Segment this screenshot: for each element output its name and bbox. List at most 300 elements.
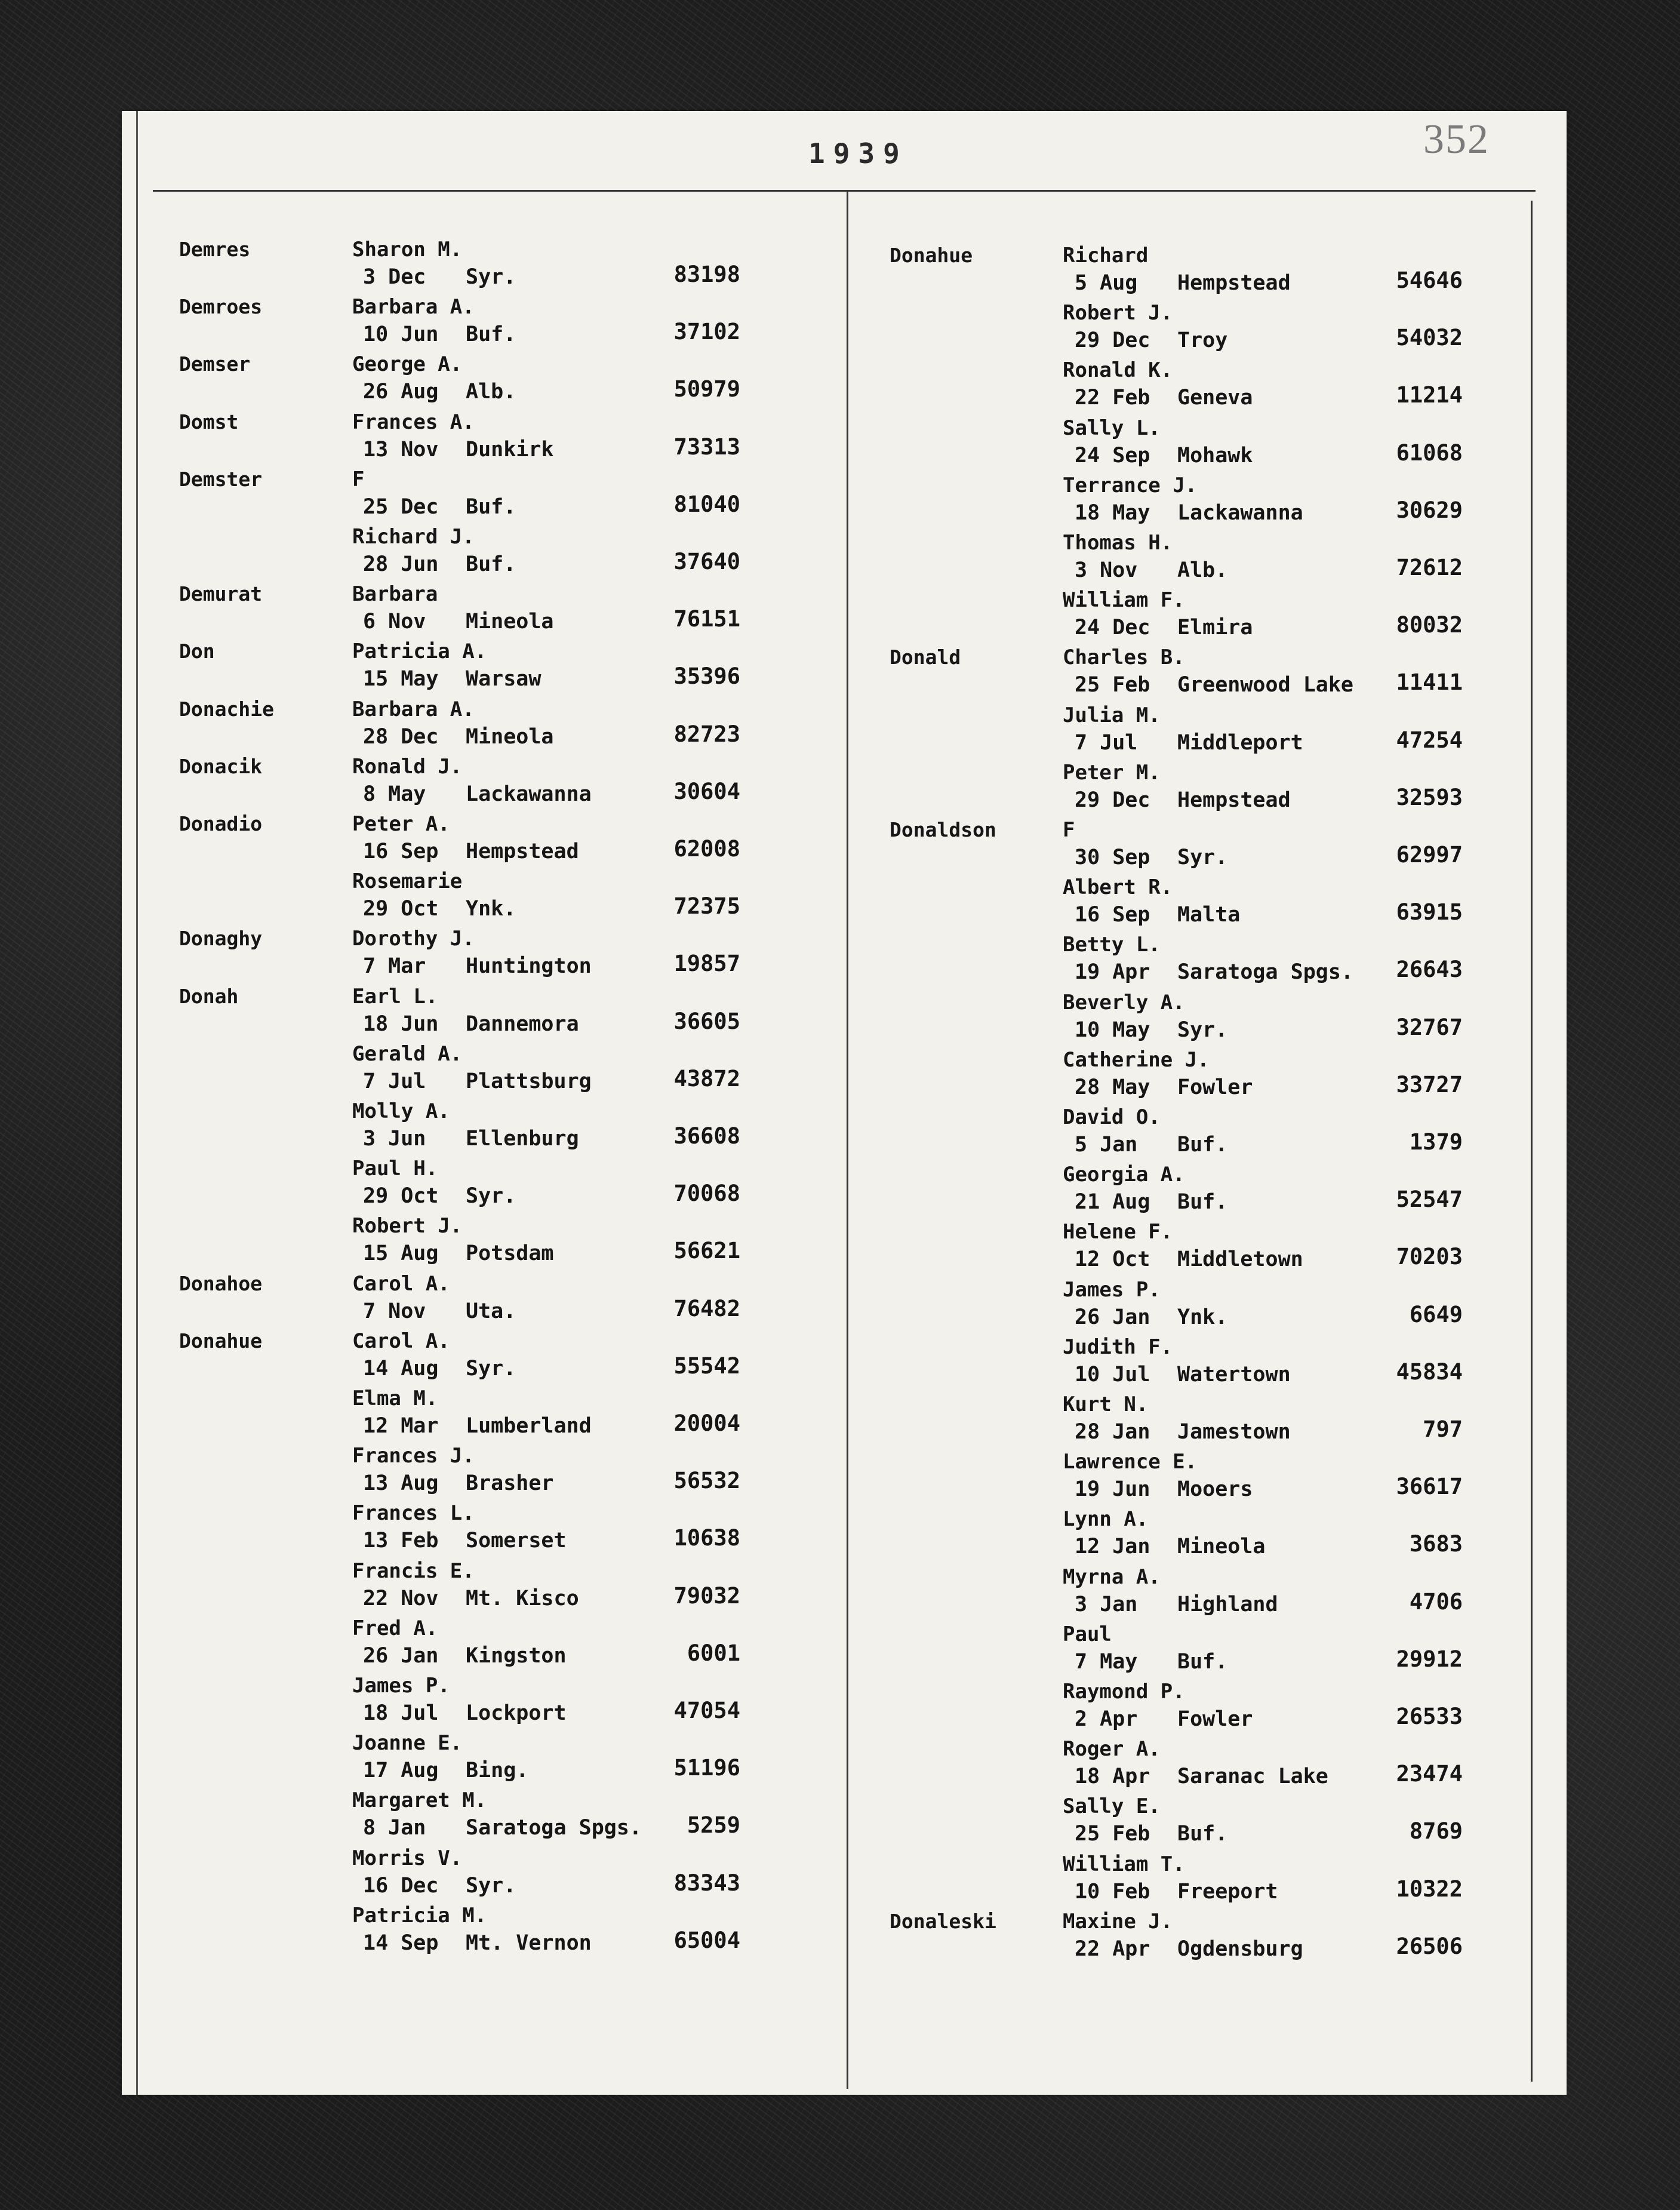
entry-place: Buf. bbox=[1177, 1133, 1228, 1157]
entry-date: 3 Nov bbox=[1075, 558, 1138, 582]
entry-surname: Donadio bbox=[179, 812, 263, 835]
entry-place: Malta bbox=[1177, 903, 1241, 927]
entry-given-name: Roger A. bbox=[1063, 1737, 1161, 1762]
register-entry bbox=[179, 1214, 866, 1271]
register-entry bbox=[890, 301, 1576, 358]
entry-date: 16 Sep bbox=[363, 840, 439, 863]
entry-place: Ellenburg bbox=[466, 1127, 579, 1151]
entry-given-name: Peter A. bbox=[352, 812, 450, 836]
entry-given-name: Julia M. bbox=[1063, 703, 1161, 727]
register-entry bbox=[890, 358, 1576, 416]
entry-given-name: F bbox=[1063, 818, 1075, 842]
entry-place: Fowler bbox=[1177, 1075, 1253, 1099]
entry-place: Troy bbox=[1177, 328, 1228, 353]
entry-certificate-number: 54032 bbox=[1396, 325, 1463, 351]
entry-given-name: Barbara bbox=[352, 582, 438, 607]
entry-date: 25 Dec bbox=[363, 494, 439, 519]
entry-surname: Don bbox=[179, 640, 215, 663]
entry-place: Brasher bbox=[466, 1471, 554, 1496]
entry-certificate-number: 45834 bbox=[1396, 1358, 1463, 1385]
entry-certificate-number: 29912 bbox=[1396, 1646, 1463, 1672]
register-entry bbox=[179, 640, 866, 697]
entry-date: 15 May bbox=[363, 667, 439, 691]
entry-place: Syr. bbox=[466, 265, 516, 289]
entry-place: Mooers bbox=[1177, 1477, 1253, 1502]
entry-date: 19 Jun bbox=[1075, 1477, 1150, 1502]
entry-given-name: Sally E. bbox=[1063, 1794, 1161, 1819]
entry-certificate-number: 26506 bbox=[1396, 1933, 1463, 1959]
register-entry bbox=[179, 1444, 866, 1501]
entry-surname: Demster bbox=[179, 467, 263, 491]
entry-surname: Donaghy bbox=[179, 927, 263, 951]
entry-date: 18 May bbox=[1075, 500, 1150, 525]
entry-date: 8 May bbox=[363, 782, 426, 806]
entry-certificate-number: 8769 bbox=[1409, 1818, 1463, 1845]
register-entry bbox=[890, 1794, 1576, 1852]
entry-place: Mineola bbox=[1177, 1535, 1266, 1559]
register-entry bbox=[179, 1674, 866, 1731]
register-entry bbox=[179, 1387, 866, 1444]
register-entry bbox=[890, 1335, 1576, 1393]
register-entry bbox=[890, 244, 1576, 301]
register-entry bbox=[890, 1048, 1576, 1105]
entry-certificate-number: 5259 bbox=[687, 1812, 740, 1839]
entry-date: 12 Jan bbox=[1075, 1535, 1150, 1559]
entry-date: 18 Apr bbox=[1075, 1765, 1150, 1789]
entry-given-name: Maxine J. bbox=[1063, 1909, 1173, 1934]
register-entry bbox=[179, 1904, 866, 1961]
entry-certificate-number: 56621 bbox=[673, 1238, 740, 1264]
entry-date: 10 Jun bbox=[363, 322, 439, 347]
entry-certificate-number: 10638 bbox=[673, 1525, 740, 1551]
entry-date: 3 Jun bbox=[363, 1127, 426, 1151]
entry-certificate-number: 6001 bbox=[687, 1640, 740, 1666]
entry-surname: Donald bbox=[890, 646, 961, 669]
entry-date: 5 Aug bbox=[1075, 271, 1138, 295]
entry-certificate-number: 32593 bbox=[1396, 784, 1463, 810]
entry-date: 14 Aug bbox=[363, 1356, 439, 1381]
entry-surname: Demser bbox=[179, 352, 251, 376]
entry-date: 28 Jun bbox=[363, 552, 439, 576]
entry-date: 29 Dec bbox=[1075, 328, 1150, 353]
entry-certificate-number: 43872 bbox=[673, 1065, 740, 1092]
register-entry bbox=[890, 1450, 1576, 1507]
register-entry bbox=[179, 697, 866, 755]
entry-given-name: Patricia A. bbox=[352, 640, 487, 664]
entry-date: 7 Jul bbox=[363, 1069, 426, 1093]
entry-certificate-number: 54646 bbox=[1396, 268, 1463, 293]
entry-given-name: Kurt N. bbox=[1063, 1393, 1149, 1416]
entry-certificate-number: 80032 bbox=[1396, 612, 1463, 638]
header-rule bbox=[153, 190, 1536, 192]
entry-place: Mineola bbox=[466, 724, 554, 749]
entry-place: Syr. bbox=[466, 1356, 516, 1381]
entry-certificate-number: 81040 bbox=[673, 491, 740, 517]
entry-surname: Donah bbox=[179, 984, 239, 1008]
entry-certificate-number: 36608 bbox=[673, 1123, 740, 1149]
entry-given-name: Robert J. bbox=[352, 1214, 463, 1238]
entry-date: 29 Oct bbox=[363, 897, 439, 921]
entry-date: 2 Apr bbox=[1075, 1707, 1138, 1731]
register-entry bbox=[890, 703, 1576, 761]
entry-given-name: Myrna A. bbox=[1063, 1564, 1161, 1589]
register-entry bbox=[890, 1105, 1576, 1163]
entry-place: Hempstead bbox=[1177, 271, 1291, 295]
entry-given-name: Margaret M. bbox=[352, 1788, 487, 1813]
entry-given-name: Judith F. bbox=[1063, 1335, 1173, 1359]
register-entry bbox=[179, 985, 866, 1042]
register-entry bbox=[179, 238, 866, 295]
entry-given-name: Sally L. bbox=[1063, 416, 1161, 440]
entry-certificate-number: 35396 bbox=[673, 663, 740, 690]
entry-given-name: Carol A. bbox=[352, 1271, 450, 1296]
entry-place: Ynk. bbox=[466, 897, 516, 921]
register-entry bbox=[890, 1737, 1576, 1794]
entry-place: Buf. bbox=[1177, 1822, 1228, 1846]
register-entry bbox=[179, 525, 866, 582]
entry-place: Lumberland bbox=[466, 1414, 592, 1438]
entry-surname: Domst bbox=[179, 410, 239, 434]
register-entry bbox=[179, 755, 866, 812]
register-entry bbox=[890, 1507, 1576, 1564]
entry-given-name: Fred A. bbox=[352, 1616, 438, 1640]
entry-certificate-number: 72612 bbox=[1396, 555, 1463, 580]
entry-certificate-number: 26533 bbox=[1396, 1704, 1463, 1729]
entry-place: Freeport bbox=[1177, 1879, 1278, 1904]
page-number: 352 bbox=[1423, 116, 1490, 162]
entry-given-name: Betty L. bbox=[1063, 933, 1161, 957]
entry-certificate-number: 11214 bbox=[1396, 382, 1463, 408]
entry-place: Mineola bbox=[466, 610, 554, 634]
entry-given-name: Thomas H. bbox=[1063, 531, 1173, 555]
entry-surname: Donacik bbox=[179, 754, 263, 778]
entry-place: Dunkirk bbox=[466, 437, 554, 462]
entry-place: Saratoga Spgs. bbox=[1177, 960, 1354, 985]
entry-given-name: Ronald K. bbox=[1063, 358, 1173, 383]
entry-given-name: Earl L. bbox=[352, 984, 438, 1009]
entry-certificate-number: 51196 bbox=[673, 1755, 740, 1781]
entry-place: Buf. bbox=[1177, 1649, 1228, 1674]
entry-given-name: James P. bbox=[1063, 1277, 1161, 1302]
entry-date: 16 Dec bbox=[363, 1873, 439, 1898]
entry-place: Buf. bbox=[466, 552, 516, 576]
register-entry bbox=[890, 761, 1576, 818]
entry-certificate-number: 11411 bbox=[1396, 669, 1463, 696]
entry-place: Ogdensburg bbox=[1177, 1937, 1303, 1961]
entry-date: 14 Sep bbox=[363, 1931, 439, 1955]
entry-certificate-number: 56532 bbox=[673, 1468, 740, 1494]
register-entry bbox=[890, 1852, 1576, 1910]
entry-given-name: Carol A. bbox=[352, 1329, 450, 1353]
entry-given-name: William F. bbox=[1063, 588, 1185, 613]
register-entry bbox=[179, 1272, 866, 1329]
entry-place: Greenwood Lake bbox=[1177, 673, 1354, 697]
entry-date: 10 Jul bbox=[1075, 1362, 1150, 1387]
page-year: 1939 bbox=[808, 137, 908, 170]
entry-given-name: Barbara A. bbox=[352, 295, 475, 319]
entry-given-name: Catherine J. bbox=[1063, 1047, 1210, 1072]
entry-certificate-number: 82723 bbox=[673, 721, 740, 747]
entry-place: Syr. bbox=[1177, 846, 1228, 869]
register-entry bbox=[179, 869, 866, 927]
register-entry bbox=[179, 352, 866, 410]
entry-certificate-number: 23474 bbox=[1396, 1761, 1463, 1787]
register-entry bbox=[179, 582, 866, 640]
entry-place: Warsaw bbox=[466, 667, 541, 691]
entry-certificate-number: 50979 bbox=[673, 376, 740, 402]
entry-date: 18 Jun bbox=[363, 1012, 439, 1036]
register-entry bbox=[179, 1788, 866, 1846]
entry-place: Elmira bbox=[1177, 616, 1253, 640]
entry-certificate-number: 61068 bbox=[1396, 439, 1463, 466]
entry-given-name: Lawrence E. bbox=[1063, 1450, 1198, 1474]
entry-place: Watertown bbox=[1177, 1362, 1291, 1387]
entry-given-name: Molly A. bbox=[352, 1099, 450, 1123]
entry-given-name: Patricia M. bbox=[352, 1903, 487, 1928]
entry-given-name: Lynn A. bbox=[1063, 1507, 1149, 1532]
entry-certificate-number: 1379 bbox=[1409, 1129, 1463, 1155]
entry-place: Plattsburg bbox=[466, 1069, 592, 1093]
entry-place: Mt. Vernon bbox=[466, 1931, 592, 1955]
entry-given-name: Peter M. bbox=[1063, 760, 1161, 785]
entry-given-name: James P. bbox=[352, 1674, 450, 1698]
register-entry bbox=[890, 1393, 1576, 1450]
entry-date: 10 May bbox=[1075, 1018, 1150, 1042]
entry-place: Middletown bbox=[1177, 1247, 1303, 1272]
entry-date: 15 Aug bbox=[363, 1241, 439, 1266]
entry-place: Syr. bbox=[1177, 1018, 1228, 1042]
entry-certificate-number: 47254 bbox=[1396, 727, 1463, 753]
entry-date: 7 Nov bbox=[363, 1299, 426, 1323]
entry-certificate-number: 83343 bbox=[673, 1870, 740, 1896]
entry-given-name: Barbara A. bbox=[352, 697, 475, 721]
register-entry bbox=[179, 1042, 866, 1099]
entry-certificate-number: 76482 bbox=[673, 1295, 740, 1321]
entry-certificate-number: 76151 bbox=[673, 606, 740, 632]
entry-given-name: Elma M. bbox=[352, 1387, 438, 1410]
entry-date: 18 Jul bbox=[363, 1701, 439, 1725]
entry-certificate-number: 32767 bbox=[1396, 1014, 1463, 1040]
entry-certificate-number: 20004 bbox=[673, 1410, 740, 1436]
entry-given-name: Frances L. bbox=[352, 1501, 475, 1526]
register-entry bbox=[179, 927, 866, 984]
register-entry bbox=[890, 1910, 1576, 1967]
entry-given-name: Rosemarie bbox=[352, 869, 463, 894]
entry-certificate-number: 36617 bbox=[1396, 1474, 1463, 1500]
entry-date: 28 Jan bbox=[1075, 1420, 1150, 1444]
entry-certificate-number: 79032 bbox=[673, 1582, 740, 1609]
entry-place: Highland bbox=[1177, 1592, 1278, 1616]
entry-date: 22 Apr bbox=[1075, 1937, 1150, 1961]
entry-given-name: Beverly A. bbox=[1063, 990, 1185, 1015]
entry-certificate-number: 6649 bbox=[1409, 1301, 1463, 1327]
entry-given-name: Richard bbox=[1063, 244, 1149, 268]
entry-place: Mt. Kisco bbox=[466, 1586, 579, 1610]
entry-surname: Donaldson bbox=[890, 818, 996, 841]
register-entry bbox=[890, 1220, 1576, 1277]
entry-date: 22 Feb bbox=[1075, 386, 1150, 410]
entry-date: 30 Sep bbox=[1075, 846, 1150, 869]
register-entry bbox=[179, 1329, 866, 1387]
register-entry bbox=[890, 1680, 1576, 1737]
entry-certificate-number: 26643 bbox=[1396, 957, 1463, 983]
entry-certificate-number: 19857 bbox=[673, 951, 740, 977]
entry-given-name: Gerald A. bbox=[352, 1041, 463, 1066]
left-border bbox=[136, 111, 138, 2095]
entry-certificate-number: 4706 bbox=[1409, 1588, 1463, 1615]
entry-place: Buf. bbox=[466, 322, 516, 347]
entry-certificate-number: 30604 bbox=[673, 778, 740, 804]
entry-place: Buf. bbox=[1177, 1190, 1228, 1215]
entry-certificate-number: 30629 bbox=[1396, 497, 1463, 523]
register-entry bbox=[179, 410, 866, 468]
register-entry bbox=[179, 1559, 866, 1616]
entry-certificate-number: 70068 bbox=[673, 1181, 740, 1207]
entry-date: 17 Aug bbox=[363, 1759, 439, 1783]
entry-place: Bing. bbox=[466, 1759, 529, 1783]
entry-place: Buf. bbox=[466, 494, 516, 519]
entry-surname: Donahue bbox=[179, 1329, 263, 1353]
entry-certificate-number: 37640 bbox=[673, 549, 740, 574]
entry-date: 13 Nov bbox=[363, 437, 439, 462]
entry-given-name: Albert R. bbox=[1063, 875, 1173, 900]
register-entry bbox=[179, 1731, 866, 1788]
entry-certificate-number: 10322 bbox=[1396, 1876, 1463, 1902]
entry-date: 26 Jan bbox=[363, 1643, 439, 1668]
register-entry bbox=[890, 474, 1576, 531]
entry-given-name: Raymond P. bbox=[1063, 1680, 1185, 1704]
register-entry bbox=[179, 295, 866, 352]
entry-place: Geneva bbox=[1177, 386, 1253, 410]
register-entry bbox=[890, 818, 1576, 875]
entry-certificate-number: 62997 bbox=[1396, 842, 1463, 868]
entry-surname: Demroes bbox=[179, 295, 263, 319]
entry-date: 29 Oct bbox=[363, 1184, 439, 1209]
entry-place: Alb. bbox=[466, 380, 516, 404]
register-entry bbox=[179, 812, 866, 869]
entry-given-name: Dorothy J. bbox=[352, 927, 475, 951]
entry-date: 28 May bbox=[1075, 1075, 1150, 1099]
register-entry bbox=[890, 1163, 1576, 1220]
entry-certificate-number: 3683 bbox=[1409, 1531, 1463, 1557]
entry-date: 25 Feb bbox=[1075, 673, 1150, 697]
register-entry bbox=[890, 1565, 1576, 1622]
entry-date: 26 Jan bbox=[1075, 1305, 1150, 1329]
entry-certificate-number: 70203 bbox=[1396, 1244, 1463, 1270]
register-entry bbox=[890, 531, 1576, 588]
entry-given-name: David O. bbox=[1063, 1105, 1161, 1129]
register-entry bbox=[890, 416, 1576, 474]
entry-place: Lackawanna bbox=[466, 782, 592, 806]
entry-given-name: Georgia A. bbox=[1063, 1163, 1185, 1187]
entry-place: Alb. bbox=[1177, 558, 1228, 582]
entry-given-name: Helene F. bbox=[1063, 1220, 1173, 1244]
entry-given-name: Richard J. bbox=[352, 525, 475, 549]
entry-place: Ynk. bbox=[1177, 1305, 1228, 1329]
entry-place: Dannemora bbox=[466, 1012, 579, 1036]
entry-certificate-number: 65004 bbox=[673, 1927, 740, 1953]
entry-place: Mohawk bbox=[1177, 443, 1253, 468]
entry-place: Saranac Lake bbox=[1177, 1765, 1328, 1789]
register-entry bbox=[179, 1846, 866, 1904]
entry-date: 7 Mar bbox=[363, 954, 426, 979]
entry-date: 10 Feb bbox=[1075, 1879, 1150, 1904]
entry-date: 13 Aug bbox=[363, 1471, 439, 1496]
entry-place: Hempstead bbox=[466, 840, 579, 863]
entry-certificate-number: 52547 bbox=[1396, 1187, 1463, 1213]
register-entry bbox=[890, 1622, 1576, 1680]
entry-given-name: Morris V. bbox=[352, 1846, 463, 1870]
entry-given-name: William T. bbox=[1063, 1852, 1185, 1876]
entry-date: 26 Aug bbox=[363, 380, 439, 404]
entry-certificate-number: 47054 bbox=[673, 1698, 740, 1723]
entry-date: 6 Nov bbox=[363, 610, 426, 634]
entry-date: 19 Apr bbox=[1075, 960, 1150, 985]
register-entry bbox=[890, 588, 1576, 646]
register-page bbox=[122, 111, 1567, 2095]
entry-certificate-number: 797 bbox=[1423, 1416, 1463, 1442]
entry-date: 28 Dec bbox=[363, 724, 439, 749]
entry-certificate-number: 72375 bbox=[673, 893, 740, 920]
entry-given-name: Sharon M. bbox=[352, 238, 463, 262]
entry-surname: Demres bbox=[179, 238, 251, 261]
entry-date: 24 Dec bbox=[1075, 616, 1150, 640]
entry-place: Somerset bbox=[466, 1529, 567, 1553]
register-entry bbox=[179, 468, 866, 525]
entry-place: Kingston bbox=[466, 1643, 567, 1668]
entry-given-name: Paul H. bbox=[352, 1157, 438, 1181]
entry-given-name: Joanne E. bbox=[352, 1731, 463, 1756]
entry-certificate-number: 55542 bbox=[673, 1353, 740, 1379]
entry-place: Lackawanna bbox=[1177, 500, 1303, 525]
entry-surname: Donahue bbox=[890, 244, 973, 267]
register-entry bbox=[890, 1278, 1576, 1335]
entry-date: 29 Dec bbox=[1075, 788, 1150, 812]
register-entry bbox=[179, 1099, 866, 1157]
entry-date: 21 Aug bbox=[1075, 1190, 1150, 1215]
entry-date: 3 Jan bbox=[1075, 1592, 1138, 1616]
entry-place: Huntington bbox=[466, 954, 592, 979]
entry-place: Syr. bbox=[466, 1184, 516, 1209]
entry-given-name: Ronald J. bbox=[352, 754, 463, 779]
entry-date: 7 May bbox=[1075, 1649, 1138, 1674]
entry-certificate-number: 63915 bbox=[1396, 899, 1463, 926]
entry-place: Syr. bbox=[466, 1873, 516, 1898]
entry-date: 12 Mar bbox=[363, 1414, 439, 1438]
entry-given-name: Terrance J. bbox=[1063, 473, 1198, 497]
entry-place: Hempstead bbox=[1177, 788, 1291, 812]
entry-certificate-number: 73313 bbox=[673, 434, 740, 460]
entry-date: 24 Sep bbox=[1075, 443, 1150, 468]
entry-surname: Demurat bbox=[179, 582, 263, 606]
entry-given-name: George A. bbox=[352, 352, 463, 377]
entry-given-name: Frances J. bbox=[352, 1444, 475, 1468]
entry-date: 16 Sep bbox=[1075, 903, 1150, 927]
entry-certificate-number: 33727 bbox=[1396, 1071, 1463, 1098]
entry-given-name: Charles B. bbox=[1063, 646, 1185, 670]
entry-certificate-number: 62008 bbox=[673, 836, 740, 862]
register-entry bbox=[890, 875, 1576, 933]
entry-place: Uta. bbox=[466, 1299, 516, 1323]
entry-place: Lockport bbox=[466, 1701, 567, 1725]
entry-date: 22 Nov bbox=[363, 1586, 439, 1610]
entry-date: 7 Jul bbox=[1075, 730, 1138, 755]
entry-place: Jamestown bbox=[1177, 1420, 1291, 1444]
entry-certificate-number: 83198 bbox=[673, 262, 740, 287]
entry-date: 5 Jan bbox=[1075, 1133, 1138, 1157]
register-entry bbox=[179, 1616, 866, 1674]
register-entry bbox=[890, 991, 1576, 1048]
